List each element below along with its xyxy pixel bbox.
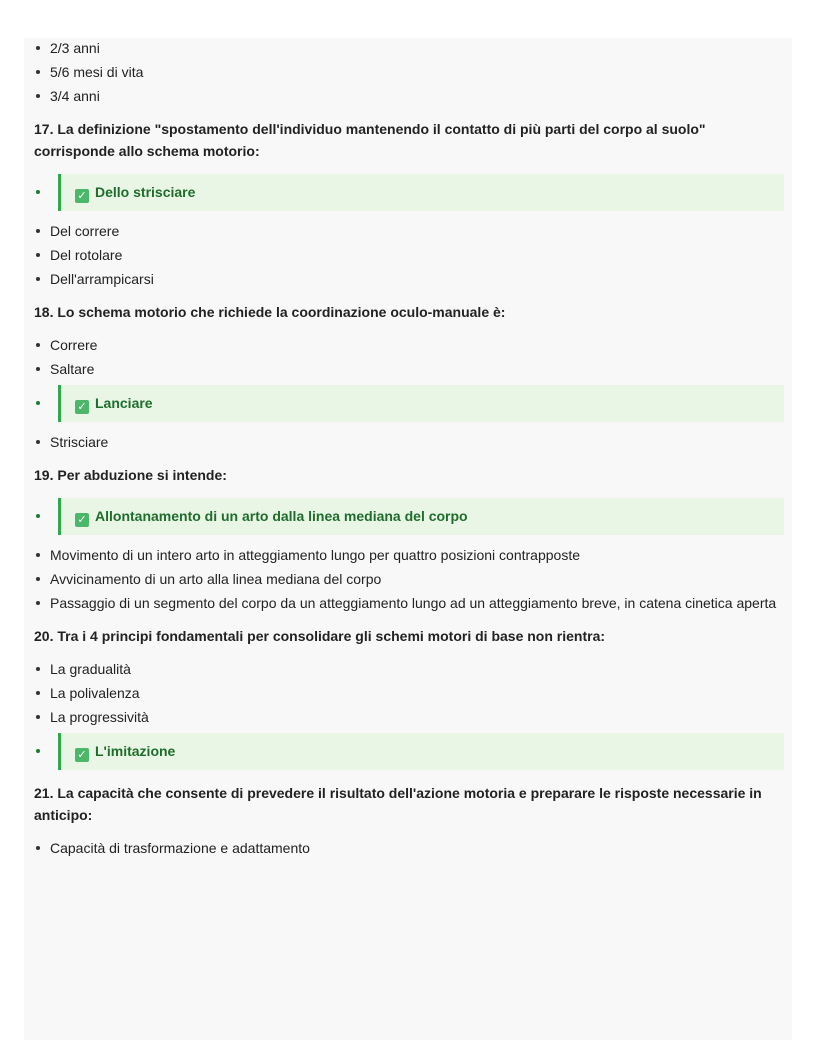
option-label: Allontanamento di un arto dalla linea mediana del corpo [95,508,468,524]
option: La gradualità [34,659,784,679]
option: Del correre [34,221,784,241]
question-20: 20. Tra i 4 principi fondamentali per consolidare gli schemi motori di base non rientra: [34,628,606,644]
correct-answer-box [58,733,784,770]
check-box-icon: ✓ [75,513,89,527]
correct-answer-box [58,174,784,211]
correct-option [34,498,784,535]
option: Avvicinamento di un arto alla linea mediana del corpo [34,569,784,589]
option-label: Dello strisciare [95,184,196,200]
question-19-options [34,498,784,613]
option: Saltare [34,359,784,379]
question-21: 21. La capacità che consente di prevedere il risultato dell'azione motoria e preparare le risposte necessarie in anticipo: [34,785,762,823]
check-box-icon: ✓ [75,748,89,762]
option: Del rotolare [34,245,784,265]
correct-answer-box [58,498,784,535]
option-label: L'imitazione [95,743,176,759]
option: 2/3 anni [34,38,784,58]
option: Strisciare [34,432,784,452]
check-box-icon: ✓ [75,400,89,414]
option-label: Lanciare [95,395,153,411]
correct-option [34,385,784,422]
option: Passaggio di un segmento del corpo da un atteggiamento lungo ad un atteggiamento breve, in catena cinetica aperta [34,593,784,613]
question-19: 19. Per abduzione si intende: [34,467,227,483]
option: La progressività [34,707,784,727]
option: Dell'arrampicarsi [34,269,784,289]
option: Correre [34,335,784,355]
option: 3/4 anni [34,86,784,106]
correct-option [34,733,784,770]
question-17-options [34,174,784,289]
previous-question-options [34,38,784,106]
question-17: 17. La definizione "spostamento dell'individuo mantenendo il contatto di più parti del corpo al suolo" corrisponde allo schema motorio: [34,121,706,159]
option: 5/6 mesi di vita [34,62,784,82]
correct-option [34,174,784,211]
option: Capacità di trasformazione e adattamento [34,838,784,858]
question-18: 18. Lo schema motorio che richiede la coordinazione oculo-manuale è: [34,304,506,320]
option: La polivalenza [34,683,784,703]
question-21-options [34,838,784,858]
check-box-icon: ✓ [75,189,89,203]
question-20-options [34,659,784,770]
question-18-options [34,335,784,452]
correct-answer-box [58,385,784,422]
option: Movimento di un intero arto in atteggiamento lungo per quattro posizioni contrapposte [34,545,784,565]
quiz-content [34,38,784,862]
